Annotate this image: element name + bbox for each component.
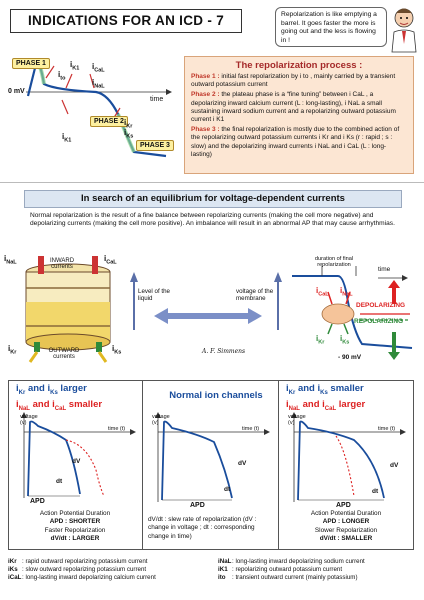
left-dv-label: dV (72, 458, 81, 465)
level-voltage-arrows (128, 270, 288, 340)
left-panel-header: $i_{Kr}$ and $i_{Ks}$ larger $i_{NaL}$ and $i_{CaL}$ smaller (16, 383, 103, 412)
legend-left (8, 558, 208, 583)
middle-time-label: time (t) (242, 426, 260, 432)
ik1-label-2: $i_{K1}$ (62, 132, 72, 144)
membrane-voltage-label: voltage of the membrane (236, 288, 274, 302)
iks-label-top: $i_{Ks}$ (124, 128, 134, 140)
minus-90-label: - 90 mV (338, 354, 362, 361)
repolarization-process-box (184, 56, 414, 174)
right-ikr-label: $i_{Kr}$ (316, 334, 325, 346)
middle-dv-label: dV (238, 460, 247, 467)
phase2-description: Phase 2 : the plateau phase is a “fine tuning” between i CaL , a depolarizing inward calcium current (L : long-lasting), i NaL a small sustaining inward sodium current and a repolarizing outward potassium current i K1 (191, 91, 396, 124)
middle-caption: dV/dt : slew rate of repolarization (dV : change in voltage ; dt : corresponding change in time) (148, 516, 257, 540)
outward-currents-label: OUTWARD currents (48, 348, 80, 360)
phase1-description: Phase 1 : initial fast repolarization by i to , mainly carried by a transient outward potassium current (191, 73, 396, 89)
speech-bubble: Repolarization is like emptying a barrel. It goes faster the more is going out and the less is flowing in ! (275, 7, 387, 47)
liquid-level-label: Level of the liquid (138, 288, 170, 302)
right-inal-label: $i_{NaL}$ (340, 286, 353, 298)
right-voltage-label: voltage (v) (288, 414, 306, 426)
left-dt-label: dt (56, 478, 63, 485)
middle-dt-label: dt (224, 486, 231, 493)
ik1-label: $i_{K1}$ (70, 60, 80, 72)
right-panel-header: $i_{Kr}$ and $i_{Ks}$ smaller $i_{NaL}$ and $i_{CaL}$ larger (286, 383, 366, 412)
barrel-inal-label: $i_{NaL}$ (4, 254, 17, 266)
repolarizing-label: REPOLARIZING (354, 318, 404, 325)
phase3-description: Phase 3 : the final repolarization is mostly due to the combined action of the repolarizing outward potassium currents i Kr and i Ks (r : rapid ; s : slow) and the depolarizing inward currents i NaL and i CaL (L : long-lasting) (191, 126, 400, 158)
repolarization-title: The repolarization process : (235, 60, 363, 71)
ito-label: $i_{to}$ (58, 70, 66, 82)
page-title: INDICATIONS FOR AN ICD - 7 (10, 9, 242, 33)
legend-right (218, 558, 418, 583)
equilibrium-title: In search of an equilibrium for voltage-dependent currents (24, 190, 402, 208)
duration-label: duration of final repolarization (314, 256, 354, 268)
intro-paragraph: Normal repolarization is the result of a fine balance between repolarizing currents (making the cell more negative) and depolarizing currents (making the cell more positive). An imbalance will result in an abnormal AP that may cause arrhythmias. (30, 212, 395, 228)
section-divider (0, 182, 424, 183)
depolarizing-label: DEPOLARIZING (356, 302, 406, 309)
legend-item: iCaL: long-lasting inward depolarizing calcium current (8, 574, 156, 582)
zero-mv-label: 0 mV (8, 88, 25, 95)
left-caption: Action Potential Duration APD : SHORTER Faster Repolarization dV/dt : LARGER (39, 510, 111, 543)
barrel-ikr-label: $i_{Kr}$ (8, 344, 17, 356)
panel-divider-2 (278, 380, 279, 550)
phase1-label: PHASE 1 (12, 58, 50, 69)
inal-label-top: $i_{NaL}$ (92, 78, 105, 90)
middle-voltage-label: voltage (v) (152, 414, 170, 426)
right-apd-label: APD (336, 502, 351, 509)
left-apd-label: APD (30, 498, 45, 505)
legend-item: iKr : rapid outward repolarizing potassium current (8, 558, 148, 565)
middle-apd-label: APD (190, 502, 205, 509)
left-voltage-label: voltage (v) (20, 414, 38, 426)
legend-item: iK1 : repolarizing outward potassium current (218, 566, 343, 574)
person-illustration (386, 4, 422, 54)
inward-currents-label: INWARD currents (49, 258, 75, 270)
left-time-label: time (t) (108, 426, 126, 432)
phase3-label: PHASE 3 (136, 140, 174, 151)
legend-item: iKs : slow outward repolarizing potassium current (8, 566, 147, 574)
right-dv-label: dV (390, 462, 399, 469)
barrel-iks-label: $i_{Ks}$ (112, 344, 122, 356)
ikr-label-top: $i_{Kr}$ (124, 118, 133, 130)
legend-item: ito : transient outward current (mainly potassium) (218, 574, 358, 582)
right-time-label: time (378, 266, 391, 273)
right-time-label-panel: time (t) (378, 426, 396, 432)
right-caption: Action Potential Duration APD : LONGER Slower Repolarization dV/dt : SMALLER (310, 510, 382, 543)
legend-item: iNaL: long-lasting inward depolarizing sodium current (218, 558, 365, 565)
right-dt-label: dt (372, 488, 379, 495)
phase2-label: PHASE 2 (90, 116, 128, 127)
time-label: time (150, 96, 164, 103)
barrel-ical-label: $i_{CaL}$ (104, 254, 117, 266)
right-ical-label: $i_{CaL}$ (316, 286, 329, 298)
ical-label-top: $i_{CaL}$ (92, 62, 105, 74)
signature: A. F. Simmens (202, 348, 246, 355)
middle-panel-header: Normal ion channels (169, 390, 263, 401)
right-iks-label: $i_{Ks}$ (340, 334, 350, 346)
